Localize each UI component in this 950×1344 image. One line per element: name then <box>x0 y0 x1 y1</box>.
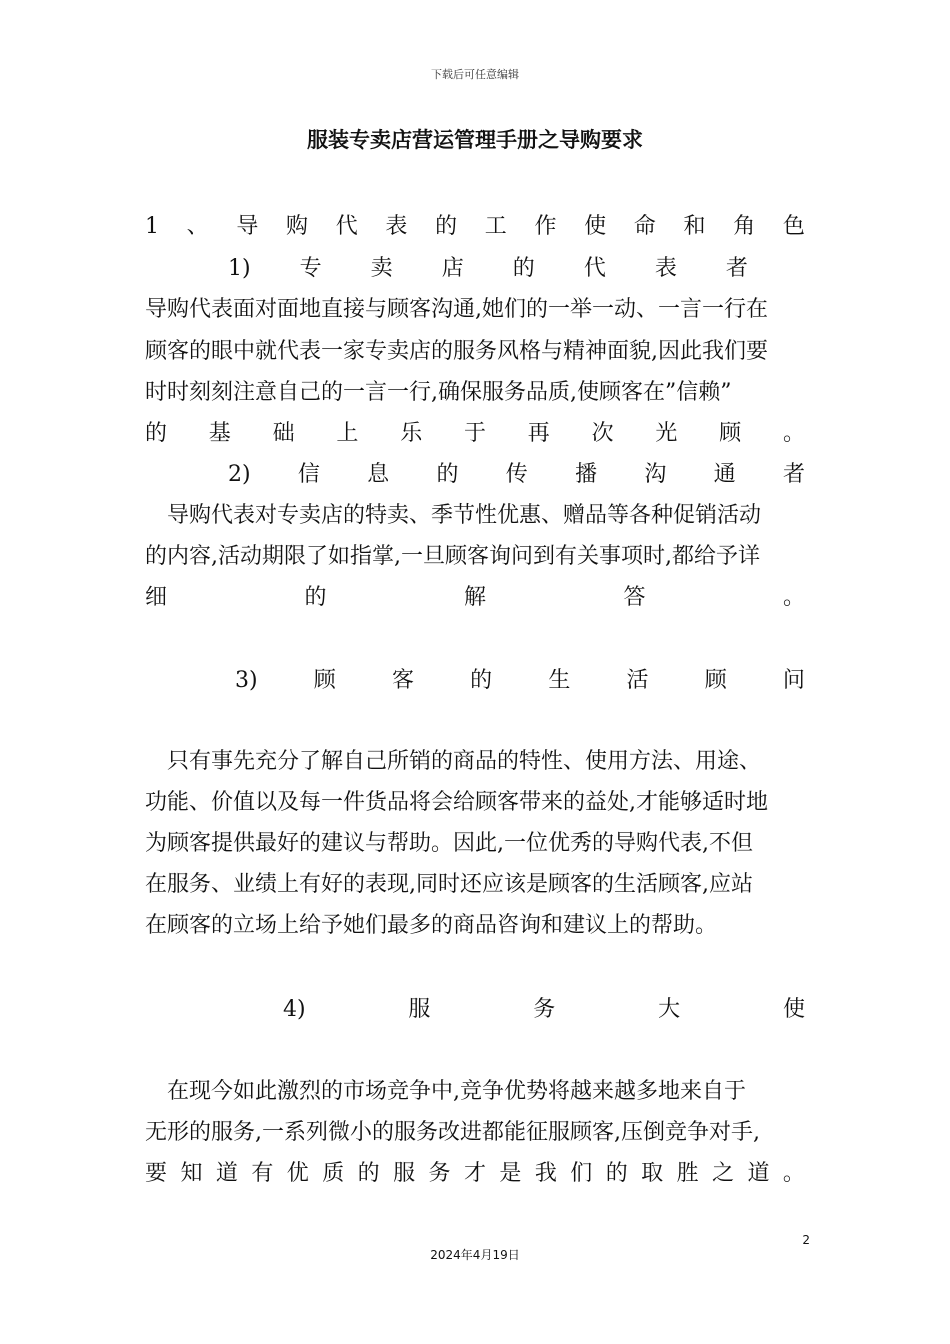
paragraph-line-justified <box>145 1161 805 1187</box>
spread-char: 顾 <box>719 421 742 446</box>
spread-char: 次 <box>591 421 614 446</box>
paragraph-line: 导购代表对专卖店的特卖、季节性优惠、赠品等各种促销活动 <box>145 503 762 528</box>
spread-char: 取 <box>641 1161 664 1186</box>
paragraph-line-justified <box>145 421 805 447</box>
spread-char: 表 <box>654 256 677 281</box>
spread-char: 店 <box>441 256 464 281</box>
spread-char: 传 <box>505 462 528 487</box>
paragraph-line: 时时刻刻注意自己的一言一行,确保服务品质,使顾客在”信赖” <box>145 380 732 405</box>
spread-char: 作 <box>534 214 557 239</box>
spread-char: 。 <box>782 421 805 446</box>
section-heading-1 <box>145 214 805 240</box>
spread-char: 沟 <box>644 462 667 487</box>
spread-char: 胜 <box>676 1161 699 1186</box>
spread-char: 1) <box>228 256 251 281</box>
subheading-2 <box>228 462 805 488</box>
spread-char: 上 <box>336 421 359 446</box>
spread-char: 4) <box>283 997 306 1022</box>
spread-char: 的 <box>605 1161 628 1186</box>
spread-char: 客 <box>391 668 414 693</box>
spread-char: 者 <box>725 256 748 281</box>
spread-char: 解 <box>463 585 486 610</box>
spread-char: 。 <box>782 1161 805 1186</box>
spread-char: 代 <box>583 256 606 281</box>
spread-char: 的 <box>145 421 168 446</box>
spread-char: 的 <box>304 585 327 610</box>
spread-char: 者 <box>782 462 805 487</box>
spread-char: 道 <box>215 1161 238 1186</box>
spread-char: 道 <box>747 1161 770 1186</box>
spread-char: 使 <box>584 214 607 239</box>
spread-char: 大 <box>658 997 681 1022</box>
paragraph-line: 为顾客提供最好的建议与帮助。因此,一位优秀的导购代表,不但 <box>145 831 753 856</box>
spread-char: 顾 <box>704 668 727 693</box>
spread-char: 通 <box>713 462 736 487</box>
spread-char: 命 <box>633 214 656 239</box>
spread-char: 、 <box>186 214 209 239</box>
spread-char: 的 <box>435 214 458 239</box>
subheading-4 <box>283 997 805 1023</box>
footer-date: 2024年4月19日 <box>430 1248 520 1262</box>
spread-char: 有 <box>251 1161 274 1186</box>
spread-char: 专 <box>299 256 322 281</box>
spread-char: 服 <box>408 997 431 1022</box>
spread-char: 的 <box>357 1161 380 1186</box>
spread-char: 要 <box>145 1161 168 1186</box>
page-header: 下载后可任意编辑 <box>431 68 519 81</box>
spread-char: 务 <box>428 1161 451 1186</box>
paragraph-line: 在顾客的立场上给予她们最多的商品咨询和建议上的帮助。 <box>145 913 718 938</box>
paragraph-line: 顾客的眼中就代表一家专卖店的服务风格与精神面貌,因此我们要 <box>145 339 768 364</box>
spread-char: 础 <box>272 421 295 446</box>
spread-char: 角 <box>733 214 756 239</box>
page-number: 2 <box>802 1233 810 1247</box>
paragraph-line: 只有事先充分了解自己所销的商品的特性、使用方法、用途、 <box>145 749 762 774</box>
spread-char: 的 <box>470 668 493 693</box>
spread-char: 工 <box>484 214 507 239</box>
paragraph-line: 的内容,活动期限了如指掌,一旦顾客询问到有关事项时,都给予详 <box>145 544 760 569</box>
spread-char: 是 <box>499 1161 522 1186</box>
spread-char: 我 <box>534 1161 557 1186</box>
paragraph-line-justified <box>145 585 805 611</box>
spread-char: 信 <box>297 462 320 487</box>
spread-char: 息 <box>367 462 390 487</box>
spread-char: 2) <box>228 462 251 487</box>
paragraph-line: 功能、价值以及每一件货品将会给顾客带来的益处,才能够适时地 <box>145 790 768 815</box>
spread-char: 们 <box>570 1161 593 1186</box>
spread-char: 顾 <box>313 668 336 693</box>
spread-char: 服 <box>393 1161 416 1186</box>
spread-char: 于 <box>463 421 486 446</box>
spread-char: 的 <box>436 462 459 487</box>
spread-char: 问 <box>782 668 805 693</box>
spread-char: 卖 <box>370 256 393 281</box>
spread-char: 生 <box>548 668 571 693</box>
spread-char: 乐 <box>400 421 423 446</box>
spread-char: 务 <box>533 997 556 1022</box>
spread-char: 答 <box>623 585 646 610</box>
spread-char: 3) <box>235 668 258 693</box>
spread-char: 之 <box>712 1161 735 1186</box>
spread-char: 代 <box>335 214 358 239</box>
spread-char: 活 <box>626 668 649 693</box>
spread-char: 使 <box>782 997 805 1022</box>
subheading-1 <box>228 256 748 282</box>
paragraph-line: 在服务、业绩上有好的表现,同时还应该是顾客的生活顾客,应站 <box>145 872 753 897</box>
spread-char: 导 <box>236 214 259 239</box>
document-title: 服装专卖店营运管理手册之导购要求 <box>307 128 643 152</box>
spread-char: 质 <box>322 1161 345 1186</box>
spread-char: 基 <box>208 421 231 446</box>
spread-char: 知 <box>180 1161 203 1186</box>
spread-char: 优 <box>286 1161 309 1186</box>
spread-char: 再 <box>527 421 550 446</box>
spread-char: 播 <box>575 462 598 487</box>
spread-char: 的 <box>512 256 535 281</box>
subheading-3 <box>235 668 805 694</box>
spread-char: 。 <box>782 585 805 610</box>
spread-char: 光 <box>655 421 678 446</box>
spread-char: 色 <box>782 214 805 239</box>
paragraph-line: 导购代表面对面地直接与顾客沟通,她们的一举一动、一言一行在 <box>145 297 768 322</box>
spread-char: 表 <box>385 214 408 239</box>
paragraph-line: 无形的服务,一系列微小的服务改进都能征服顾客,压倒竞争对手, <box>145 1120 760 1145</box>
spread-char: 1 <box>145 214 159 239</box>
spread-char: 才 <box>463 1161 486 1186</box>
paragraph-line: 在现今如此激烈的市场竞争中,竞争优势将越来越多地来自于 <box>145 1079 746 1104</box>
spread-char: 和 <box>683 214 706 239</box>
spread-char: 细 <box>145 585 168 610</box>
spread-char: 购 <box>286 214 309 239</box>
